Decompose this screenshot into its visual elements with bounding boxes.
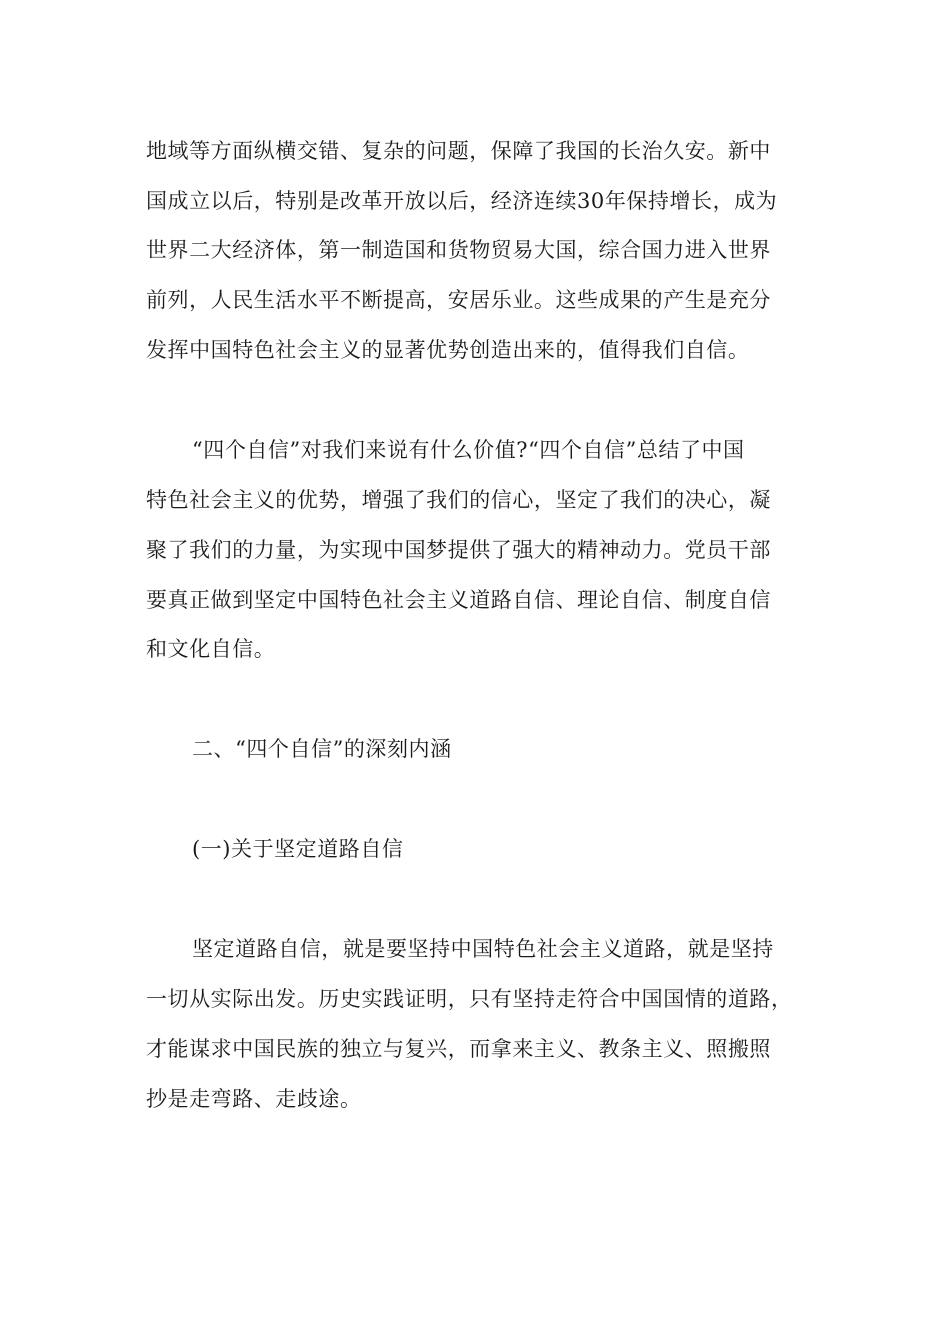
paragraph-line: 前列，人民生活水平不断提高，安居乐业。这些成果的产生是充分 [146, 288, 771, 312]
paragraph-line: 才能谋求中国民族的独立与复兴，而拿来主义、教条主义、照搬照 [146, 1037, 771, 1061]
paragraph-line: 坚定道路自信，就是要坚持中国特色社会主义道路，就是坚持 [192, 937, 774, 961]
paragraph-line: 特色社会主义的优势，增强了我们的信心，坚定了我们的决心，凝 [146, 488, 771, 512]
section-heading: 二、“四个自信”的深刻内涵 [192, 737, 452, 761]
paragraph-line: 聚了我们的力量，为实现中国梦提供了强大的精神动力。党员干部 [146, 538, 771, 562]
paragraph-line: 世界二大经济体，第一制造国和货物贸易大国，综合国力进入世界 [146, 238, 771, 262]
subsection-heading: (一)关于坚定道路自信 [192, 837, 404, 861]
paragraph-line: 要真正做到坚定中国特色社会主义道路自信、理论自信、制度自信 [146, 588, 771, 612]
paragraph-line: 抄是走弯路、走歧途。 [146, 1087, 362, 1111]
paragraph-line: 地域等方面纵横交错、复杂的问题，保障了我国的长治久安。新中 [146, 139, 771, 163]
paragraph-line: 发挥中国特色社会主义的显著优势创造出来的，值得我们自信。 [146, 338, 750, 362]
paragraph-line: 一切从实际出发。历史实践证明，只有坚持走符合中国国情的道路， [146, 987, 793, 1011]
paragraph-line: 和文化自信。 [146, 637, 276, 661]
paragraph-line: “四个自信”对我们来说有什么价值?“四个自信”总结了中国 [192, 438, 745, 462]
paragraph-line: 国成立以后，特别是改革开放以后，经济连续30年保持增长，成为 [146, 189, 778, 213]
